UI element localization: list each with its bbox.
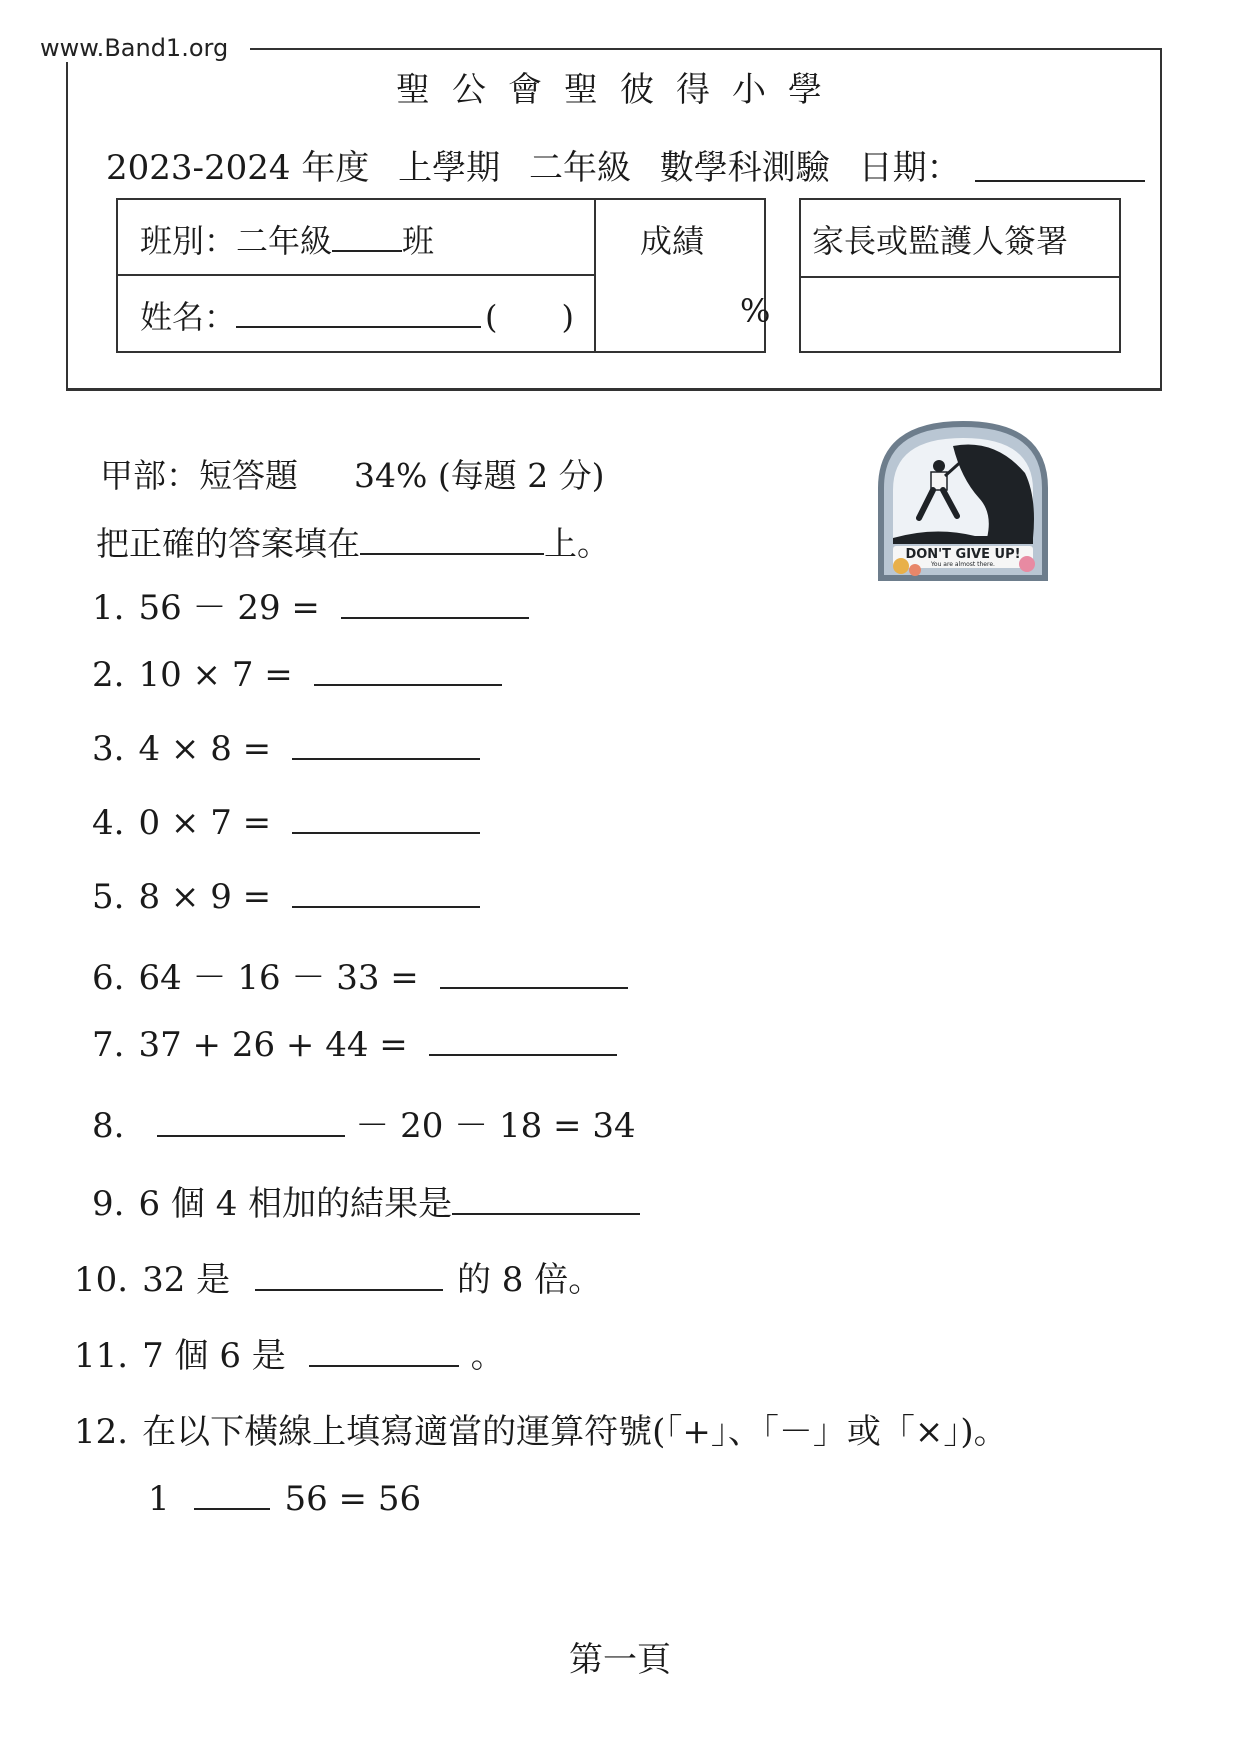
question-4: 4. 0 × 7 = bbox=[92, 802, 480, 843]
question-12: 12. 在以下橫線上填寫適當的運算符號(「+」、「－」或「×」)。 bbox=[74, 1412, 1008, 1452]
class-cell bbox=[140, 216, 434, 262]
flower-icon bbox=[909, 564, 921, 576]
question-10: 10. 32 是 的 8 倍。 bbox=[74, 1260, 603, 1300]
question-8: 8. － 20 － 18 = 34 bbox=[92, 1106, 636, 1146]
info-row-divider bbox=[116, 274, 594, 276]
exam-grade: 二年級 bbox=[528, 148, 631, 188]
badge-subtitle: You are almost there. bbox=[931, 561, 995, 568]
flower-icon bbox=[1019, 556, 1035, 572]
answer-field-9[interactable] bbox=[452, 1183, 640, 1215]
name-label: 姓名： bbox=[140, 298, 237, 336]
answer-field-2[interactable] bbox=[314, 654, 502, 686]
score-label: 成績 bbox=[640, 222, 705, 260]
class-label: 班別：二年級 bbox=[140, 222, 333, 260]
question-2: 2. 10 × 7 = bbox=[92, 654, 502, 695]
instruction bbox=[96, 518, 610, 565]
signature-label: 家長或監護人簽署 bbox=[812, 222, 1069, 260]
answer-field-4[interactable] bbox=[292, 802, 480, 834]
question-7: 7. 37 + 26 + 44 = bbox=[92, 1024, 617, 1065]
badge-title: DON'T GIVE UP! bbox=[905, 547, 1021, 562]
question-3: 3. 4 × 8 = bbox=[92, 728, 480, 769]
page-number: 第一頁 bbox=[569, 1640, 671, 1680]
section-title: 甲部：短答題 bbox=[100, 456, 298, 495]
question-5: 5. 8 × 9 = bbox=[92, 876, 480, 917]
answer-field-10[interactable] bbox=[255, 1259, 443, 1291]
answer-field-11[interactable] bbox=[309, 1335, 459, 1367]
school-name: 聖公會聖彼得小學 bbox=[396, 70, 844, 110]
question-12-equation: 1 56 = 56 bbox=[148, 1479, 422, 1519]
answer-field-12[interactable] bbox=[194, 1478, 270, 1510]
exam-line bbox=[106, 140, 979, 189]
date-label: 日期： bbox=[858, 148, 961, 188]
question-11: 11. 7 個 6 是 。 bbox=[74, 1336, 505, 1376]
dont-give-up-badge bbox=[875, 418, 1051, 584]
answer-field-7[interactable] bbox=[429, 1024, 617, 1056]
answer-field-3[interactable] bbox=[292, 728, 480, 760]
class-suffix: 班 bbox=[402, 222, 435, 260]
watermark: www.Band1.org bbox=[40, 34, 236, 62]
answer-field-6[interactable] bbox=[440, 957, 628, 989]
info-divider bbox=[594, 198, 596, 353]
instruction-pre: 把正確的答案填在 bbox=[96, 524, 360, 563]
date-field[interactable] bbox=[975, 180, 1145, 182]
name-cell bbox=[140, 292, 574, 338]
section-weight: 34% (每題 2 分) bbox=[354, 456, 605, 495]
instruction-post: 上。 bbox=[544, 524, 610, 563]
question-1: 1. 56 － 29 = bbox=[92, 580, 529, 629]
instruction-blank bbox=[360, 523, 544, 555]
question-9: 9. 6 個 4 相加的結果是 bbox=[92, 1176, 640, 1225]
exam-year: 2023-2024 年度 bbox=[106, 148, 370, 188]
name-field[interactable] bbox=[236, 298, 481, 328]
section-title-line bbox=[100, 450, 605, 497]
exam-term: 上學期 bbox=[398, 148, 501, 188]
class-field[interactable] bbox=[332, 222, 402, 252]
question-6: 6. 64 － 16 － 33 = bbox=[92, 950, 628, 999]
score-percent: % bbox=[740, 292, 771, 330]
answer-field-1[interactable] bbox=[341, 587, 529, 619]
exam-subject: 數學科測驗 bbox=[659, 148, 830, 188]
answer-field-5[interactable] bbox=[292, 876, 480, 908]
signature-field[interactable] bbox=[801, 278, 1119, 351]
seat-number-field[interactable]: ( ) bbox=[485, 298, 574, 336]
flower-icon bbox=[893, 558, 909, 574]
answer-field-8[interactable] bbox=[157, 1105, 345, 1137]
